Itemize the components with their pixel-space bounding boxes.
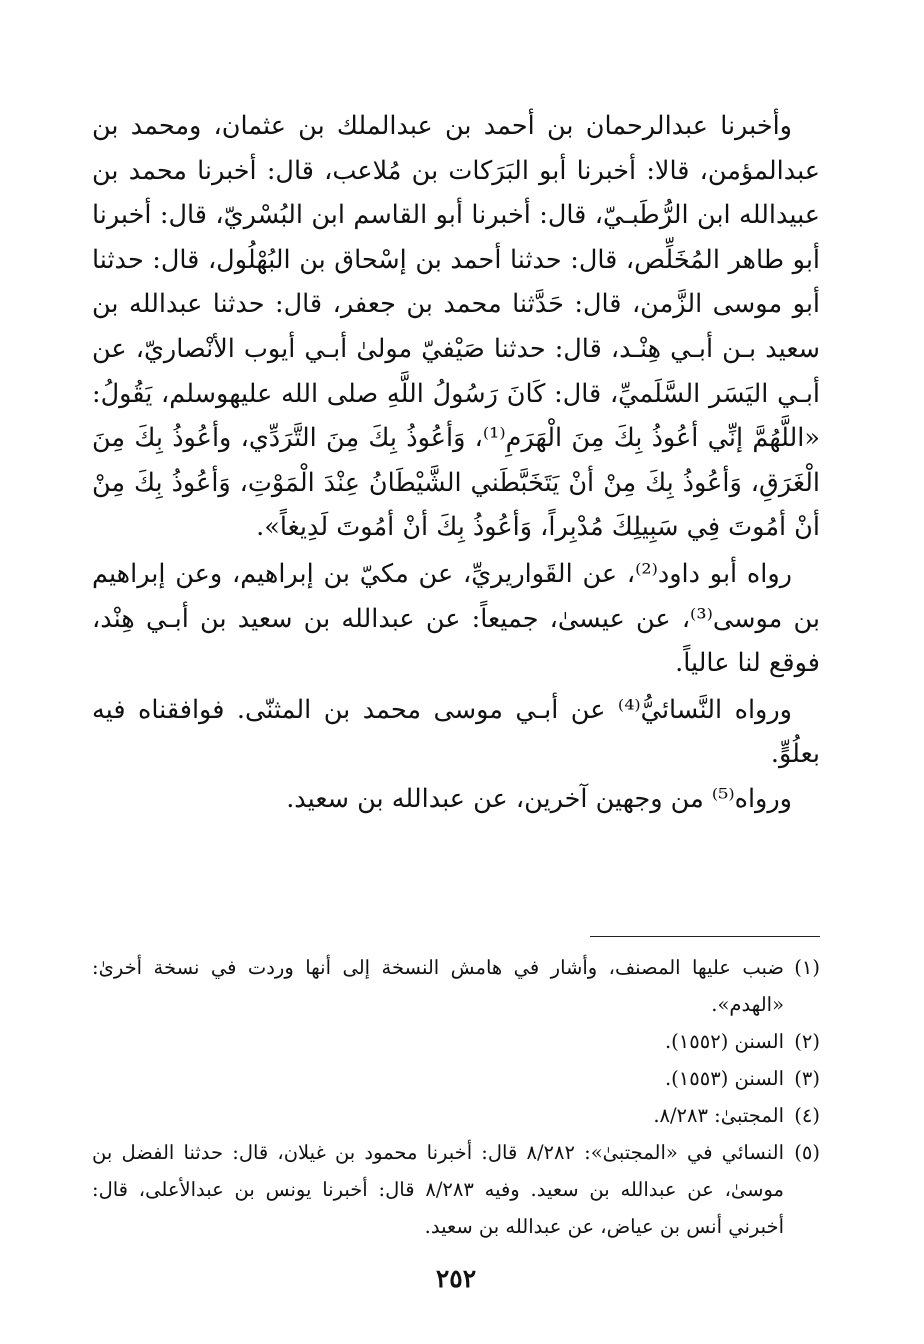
footnote-text: السنن (١٥٥٣). — [664, 1067, 784, 1090]
paragraph-other-routes: ورواه⁽⁵⁾ من وجهين آخرين، عن عبدالله بن سعيد. — [286, 783, 792, 814]
footnote-2 — [92, 1023, 820, 1060]
paragraph-nasai: ورواه النَّسائيُّ⁽⁴⁾ عن أبـي موسى محمد بن المثنّى. فوافقناه فيه بعلُوٍّ. — [92, 694, 820, 770]
footnote-text: ضبب عليها المصنف، وأشار في هامش النسخة إلى أنها وردت في نسخة أخرىٰ: «الهدم». — [92, 956, 784, 1016]
footnote-5 — [92, 1134, 820, 1245]
paragraph-isnad-hadith: وأخبرنا عبدالرحمان بن أحمد بن عبدالملك بن عثمان، ومحمد بن عبدالمؤمن، قالا: أخبرنا أبو البَرَكات بن مُلاعب، قال: أخبرنا محمد بن عبيدالله ابن الرُّطَبـيّ، قال: أخبرنا أبو القاسم ابن البُسْريّ، قال: أخبرنا أبو طاهر المُخَلِّص، قال: حدثنا أحمد بن إسْحاق بن البُهْلُول، قال: حدثنا أبو موسى الزَّمن، قال: حَدَّثنا محمد بن جعفر، قال: حدثنا عبدالله بن سعيد بـن أبـي هِنْـد، قال: حدثنا صَيْفيّ مولىٰ أبـي أيوب الأنْصاريّ، عن أبـي اليَسَر السَّلَميِّ، قال: كَانَ رَسُولُ اللَّهِ صلى الله عليهوسلم، يَقُولُ: «اللَّهُمَّ إنِّي أعُوذُ بِكَ مِنَ الْهَرَمِ⁽¹⁾، وَأعُوذُ بِكَ مِنَ التَّرَدِّي، وأعُوذُ بِكَ مِنَ الْغَرَقِ، وَأعُوذُ بِكَ مِنْ أنْ يَتَخَبَّطَني الشَّيْطَانُ عِنْدَ الْمَوْتِ، وَأعُوذُ بِكَ مِنْ أنْ أمُوتَ فِي سَبِيلِكَ مُدْبِراً، وَأعُوذُ بِكَ أنْ أمُوتَ لَدِيغاً». — [92, 111, 820, 543]
footnote-4 — [92, 1097, 820, 1134]
page-number: ٢٥٢ — [435, 1264, 477, 1293]
paragraph-abu-dawud: رواه أبو داود⁽²⁾، عن القَواريريِّ، عن مكيّ بن إبراهيم، وعن إبراهيم بن موسى⁽³⁾، عن عيسىٰ، جميعاً: عن عبدالله بن سعيد بن أبـي هِنْد، فوقع لنا عالياً. — [92, 558, 820, 679]
document-page — [92, 104, 820, 1304]
footnote-3 — [92, 1060, 820, 1097]
footnote-number: (٣) — [794, 1067, 820, 1090]
main-text — [92, 104, 820, 822]
footnote-1 — [92, 949, 820, 1023]
footnotes-section — [92, 949, 820, 1245]
footnote-divider — [590, 936, 820, 937]
footnote-text: السنن (١٥٥٢). — [664, 1030, 784, 1053]
footnote-text: المجتبىٰ: ٨/٢٨٣. — [653, 1104, 784, 1127]
footnote-number: (٢) — [794, 1030, 820, 1053]
footnote-number: (٤) — [794, 1104, 820, 1127]
footnote-number: (١) — [794, 956, 820, 979]
footnote-number: (٥) — [794, 1141, 820, 1164]
footnote-text: النسائي في «المجتبىٰ»: ٨/٢٨٢ قال: أخبرنا محمود بن غيلان، قال: حدثنا الفضل بن موسىٰ، عن عبدالله بن سعيد. وفيه ٨/٢٨٣ قال: أخبرنا يونس بن عبدالأعلى، قال: أخبرني أنس بن عياض، عن عبدالله بن سعيد. — [92, 1141, 784, 1238]
